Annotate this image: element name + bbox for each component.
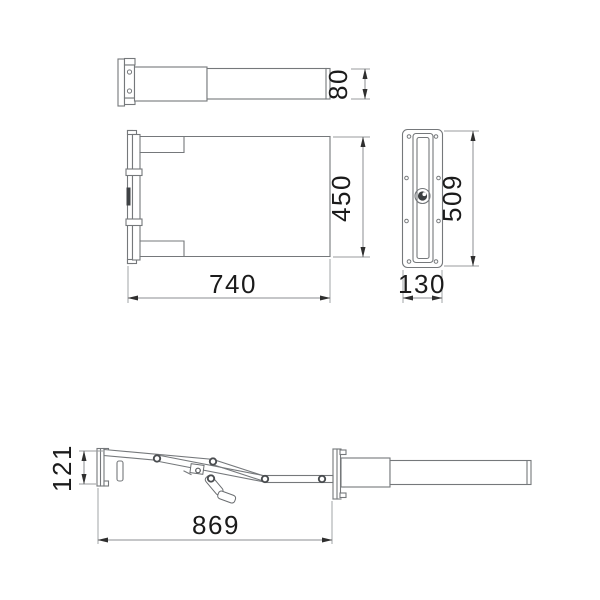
plan-clamp-tab (126, 169, 142, 176)
dimension-740 (128, 259, 330, 303)
dimension-121 (47, 444, 103, 492)
mount-hole (407, 260, 411, 264)
dimension-label-740: 740 (209, 269, 257, 299)
top-view-bar (207, 69, 330, 100)
lock-keyhole (422, 192, 426, 196)
support-arm-bottom (140, 241, 184, 257)
side-panel-view (398, 130, 479, 304)
plan-clamp-tab (126, 219, 142, 226)
mount-hole (405, 219, 409, 223)
dimension-509 (437, 131, 479, 266)
plan-strip-cap-top (128, 131, 137, 135)
plan-view (126, 131, 370, 304)
top-view-flange-top (125, 59, 136, 66)
dimension-label-869: 869 (192, 510, 240, 540)
plan-wall-plate (133, 135, 141, 261)
bar-outer-section (341, 458, 390, 487)
dimension-130 (398, 269, 446, 303)
dimension-label-80: 80 (323, 68, 353, 100)
dimension-869 (98, 488, 332, 544)
mount-hole (434, 135, 438, 139)
top-view-hole (127, 89, 131, 93)
mount-hole (405, 176, 409, 180)
top-view-wall-plate (118, 59, 125, 106)
side-bracket-tab (104, 481, 109, 486)
dimension-label-450: 450 (326, 174, 356, 222)
latch-pin (196, 468, 201, 473)
dimension-label-130: 130 (398, 269, 446, 299)
top-view-hole (127, 70, 131, 74)
pivot-joint (208, 475, 214, 481)
mount-hole (434, 260, 438, 264)
pivot-joint (319, 476, 325, 482)
dimension-label-121: 121 (47, 444, 77, 492)
plate-flange (340, 493, 346, 498)
lock-cylinder (418, 191, 427, 200)
plate-flange (340, 450, 346, 455)
top-view-flange-bottom (125, 98, 136, 105)
mount-hole (407, 135, 411, 139)
side-view (47, 444, 531, 544)
top-view (118, 59, 370, 107)
bar-inner-section (390, 461, 531, 485)
dimension-80 (323, 68, 370, 100)
dimension-label-509: 509 (437, 174, 467, 222)
pivot-joint (262, 476, 268, 482)
top-view-sleeve (135, 67, 208, 101)
dimension-450 (326, 137, 370, 257)
support-arm-top (140, 137, 184, 153)
pivot-joint (154, 455, 160, 461)
plan-slot (127, 188, 131, 206)
hanging-post (117, 461, 123, 481)
pivot-joint (210, 458, 216, 464)
